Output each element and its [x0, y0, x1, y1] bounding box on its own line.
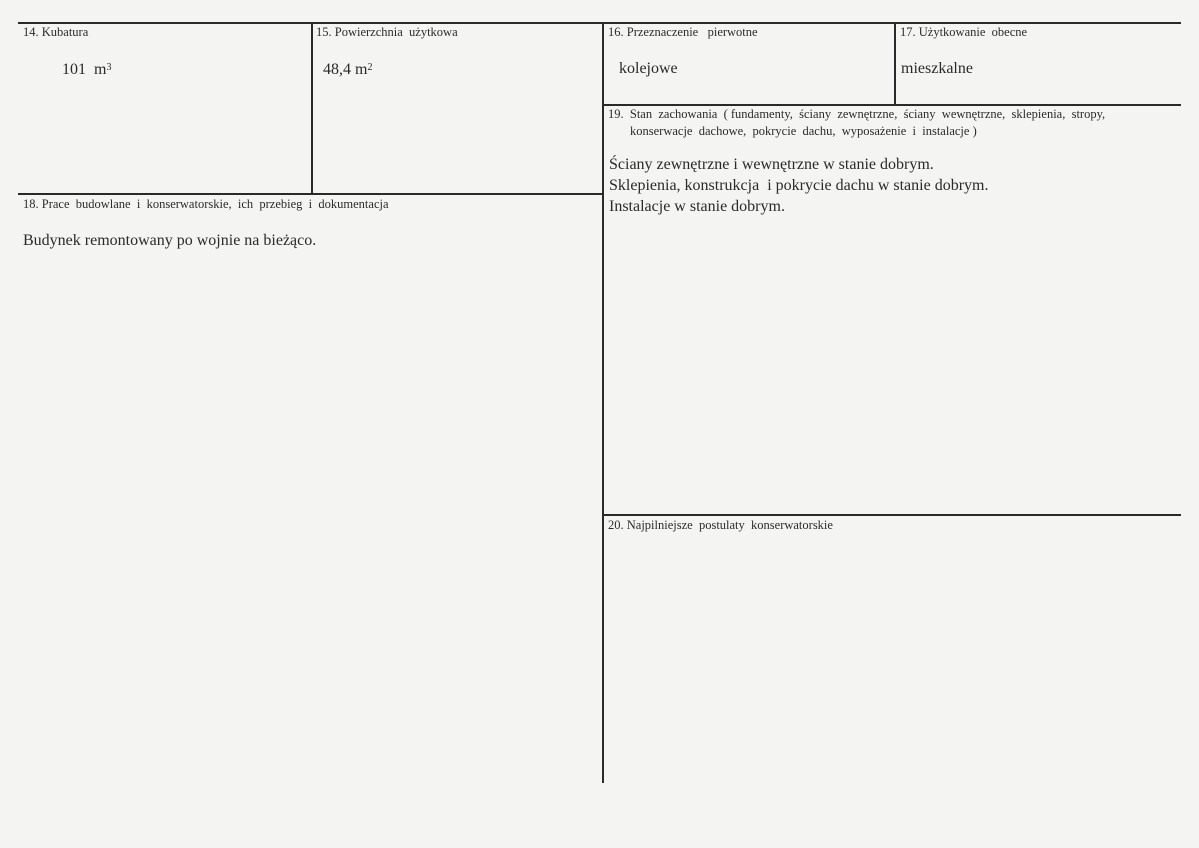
uzytkowanie-value: mieszkalne: [901, 60, 973, 77]
prace-label: 18. Prace budowlane i konserwatorskie, ich przebieg i dokumentacja: [23, 197, 389, 211]
uzytkowanie-label: 17. Użytkowanie obecne: [900, 25, 1028, 39]
powierzchnia-number: 48,4 m: [323, 61, 368, 78]
divider-main-vertical: [602, 22, 604, 783]
kubatura-number: 101 m: [62, 61, 107, 78]
przeznaczenie-label: 16. Przeznaczenie pierwotne: [608, 25, 758, 39]
stan-label-line1: 19. Stan zachowania ( fundamenty, ściany zewnętrzne, ściany wewnętrzne, sklepienia, stropy,: [608, 107, 1106, 121]
powierzchnia-label: 15. Powierzchnia użytkowa: [316, 25, 458, 39]
stan-value-line-1: Ściany zewnętrzne i wewnętrzne w stanie dobrym.: [609, 156, 934, 173]
kubatura-label: 14. Kubatura: [23, 25, 89, 39]
stan-label-line2: konserwacje dachowe, pokrycie dachu, wyposażenie i instalacje ): [630, 124, 977, 138]
stan-value-line-3: Instalacje w stanie dobrym.: [609, 198, 785, 215]
kubatura-unit-superscript: 3: [106, 62, 112, 73]
przeznaczenie-value: kolejowe: [619, 60, 678, 77]
divider-14-15: [311, 22, 313, 194]
postulaty-label: 20. Najpilniejsze postulaty konserwatorskie: [608, 518, 833, 532]
stan-value-line-2: Sklepienia, konstrukcja i pokrycie dachu w stanie dobrym.: [609, 177, 989, 194]
divider-14-18: [18, 193, 603, 195]
divider-19-20: [602, 514, 1181, 516]
kubatura-value: [62, 59, 111, 80]
divider-16-17: [894, 22, 896, 104]
powierzchnia-unit-superscript: 2: [367, 62, 373, 73]
powierzchnia-value: [323, 59, 372, 80]
prace-value: Budynek remontowany po wojnie na bieżąco.: [23, 232, 317, 249]
